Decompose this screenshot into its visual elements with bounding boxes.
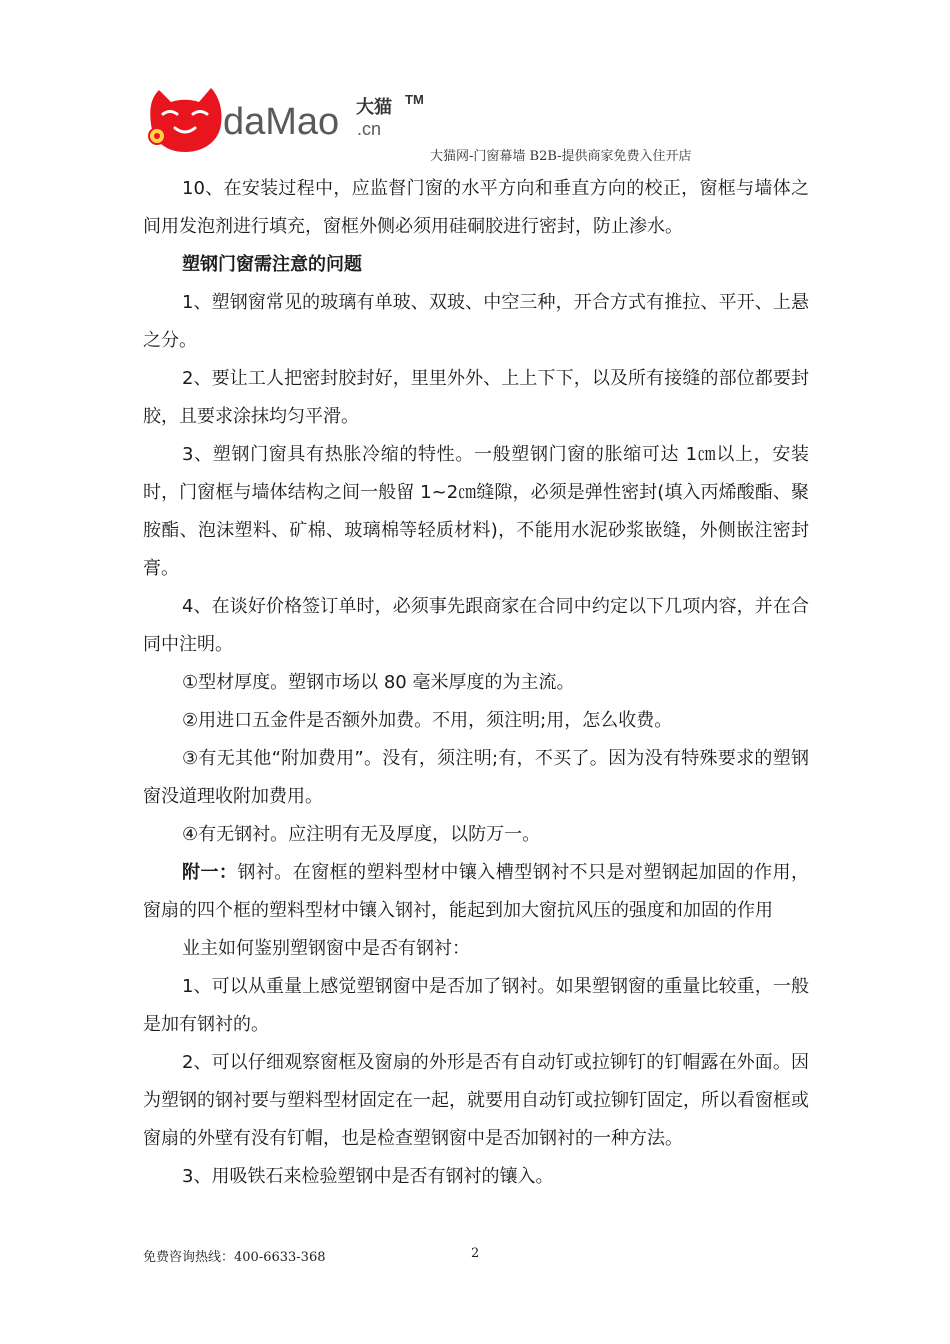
- page-header: [143, 84, 743, 170]
- paragraph-sealant: 2、要让工人把密封胶封好，里里外外、上上下下，以及所有接缝的部位都要封胶，且要求涂抹均匀平滑。: [143, 368, 809, 427]
- paragraph-install-step-10: 10、在安装过程中，应监督门窗的水平方向和垂直方向的校正，窗框与墙体之间用发泡剂进行填充，窗框外侧必须用硅硐胶进行密封，防止渗水。: [143, 178, 809, 237]
- paragraph-appendix-1: [143, 854, 809, 930]
- cat-logo-icon: [143, 84, 227, 154]
- paragraph-glass-types: 1、塑钢窗常见的玻璃有单玻、双玻、中空三种，开合方式有推拉、平开、上悬之分。: [143, 292, 809, 351]
- appendix-text: 钢衬。在窗框的塑料型材中镶入槽型钢衬不只是对塑钢起加固的作用，窗扇的四个框的塑料型材中镶入钢衬，能起到加大窗抗风压的强度和加固的作用: [143, 862, 810, 921]
- page-number: 2: [471, 1246, 480, 1261]
- paragraph-identify-1: 1、可以从重量上感觉塑钢窗中是否加了钢衬。如果塑钢窗的重量比较重，一般是加有钢衬的。: [143, 976, 809, 1035]
- paragraph-item-3: ③有无其他“附加费用”。没有，须注明;有，不买了。因为没有特殊要求的塑钢窗没道理收附加费用。: [143, 748, 809, 807]
- paragraph-thermal-expansion: 3、塑钢门窗具有热胀冷缩的特性。一般塑钢门窗的胀缩可达 1㎝以上，安装时，门窗框与墙体结构之间一般留 1~2㎝缝隙，必须是弹性密封(填入丙烯酸酯、聚胺酯、泡沫塑料、矿棉、玻璃棉等轻质材料)，不能用水泥砂浆嵌缝，外侧嵌注密封膏。: [143, 444, 809, 579]
- logo-wordmark: daMao: [223, 101, 340, 143]
- paragraph-item-4: ④有无钢衬。应注明有无及厚度，以防万一。: [182, 824, 541, 845]
- logo-domain: .cn: [357, 119, 382, 139]
- footer-hotline: 免费咨询热线：400-6633-368: [143, 1250, 326, 1265]
- paragraph-identify-intro: 业主如何鉴别塑钢窗中是否有钢衬：: [182, 938, 470, 959]
- paragraph-item-1: ①型材厚度。塑钢市场以 80 毫米厚度的为主流。: [182, 672, 575, 693]
- paragraph-identify-2: 2、可以仔细观察窗框及窗扇的外形是否有自动钉或拉铆钉的钉帽露在外面。因为塑钢的钢衬要与塑料型材固定在一起，就要用自动钉或拉铆钉固定，所以看窗框或窗扇的外壁有没有钉帽，也是检查塑钢窗中是否加钢衬的一种方法。: [143, 1052, 809, 1149]
- logo-chinese-name: 大猫: [356, 97, 392, 118]
- paragraph-identify-3: 3、用吸铁石来检验塑钢中是否有钢衬的镶入。: [182, 1166, 554, 1187]
- header-tagline: 大猫网-门窗幕墙 B2B-提供商家免费入住开店: [430, 149, 692, 164]
- paragraph-contract: 4、在谈好价格签订单时，必须事先跟商家在合同中约定以下几项内容，并在合同中注明。: [143, 596, 809, 655]
- trademark-mark: TM: [405, 92, 424, 107]
- document-body: [143, 170, 809, 1196]
- section-heading: 塑钢门窗需注意的问题: [182, 254, 362, 275]
- paragraph-item-2: ②用进口五金件是否额外加费。不用，须注明;用，怎么收费。: [182, 710, 673, 731]
- appendix-label: 附一：: [182, 862, 238, 883]
